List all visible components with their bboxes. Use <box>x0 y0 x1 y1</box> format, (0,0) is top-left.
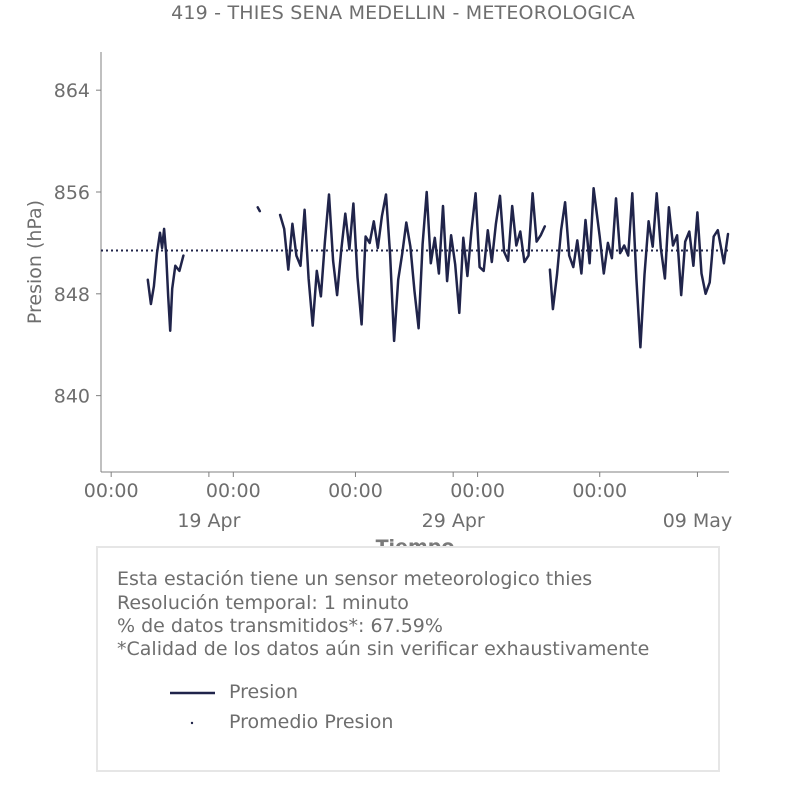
x-tick-label: 00:00 <box>572 480 628 502</box>
legend-label-promedio: Promedio Presion <box>229 711 394 733</box>
x-tick-label: 00:00 <box>450 480 505 502</box>
x-tick-label: 00:00 <box>328 480 383 502</box>
y-tick-label: 864 <box>53 80 90 103</box>
y-tick-label: 848 <box>53 283 90 306</box>
info-sensor-text: Esta estación tiene un sensor meteorologico thies <box>117 568 593 590</box>
pressure-series-line <box>148 229 184 331</box>
pressure-series-line <box>280 192 545 341</box>
plot-area <box>101 188 729 347</box>
info-box <box>96 546 720 772</box>
info-resolution-text: Resolución temporal: 1 minuto <box>117 592 409 614</box>
x-tick-label: 00:00 <box>205 480 261 502</box>
info-quality-note: *Calidad de los datos aún sin verificar exhaustivamente <box>117 638 650 660</box>
x-date-label: 09 May <box>662 510 733 532</box>
solid-line-swatch-icon <box>170 681 216 705</box>
pressure-series-line <box>550 188 728 347</box>
chart-title: 419 - THIES SENA MEDELLIN - METEOROLOGICA <box>171 2 635 24</box>
dot-marker-swatch-icon <box>170 711 216 735</box>
y-tick-label: 856 <box>53 182 90 204</box>
legend-label-presion: Presion <box>229 681 299 703</box>
pressure-series-line <box>258 207 260 211</box>
x-date-label: 19 Apr <box>177 510 241 532</box>
y-axis-title: Presion (hPa) <box>24 199 46 325</box>
x-tick-label: 00:00 <box>83 480 139 502</box>
y-tick-label: 840 <box>53 385 90 408</box>
x-date-label: 29 Apr <box>421 510 485 532</box>
info-transmitted-text: % de datos transmitidos*: 67.59% <box>117 615 443 637</box>
